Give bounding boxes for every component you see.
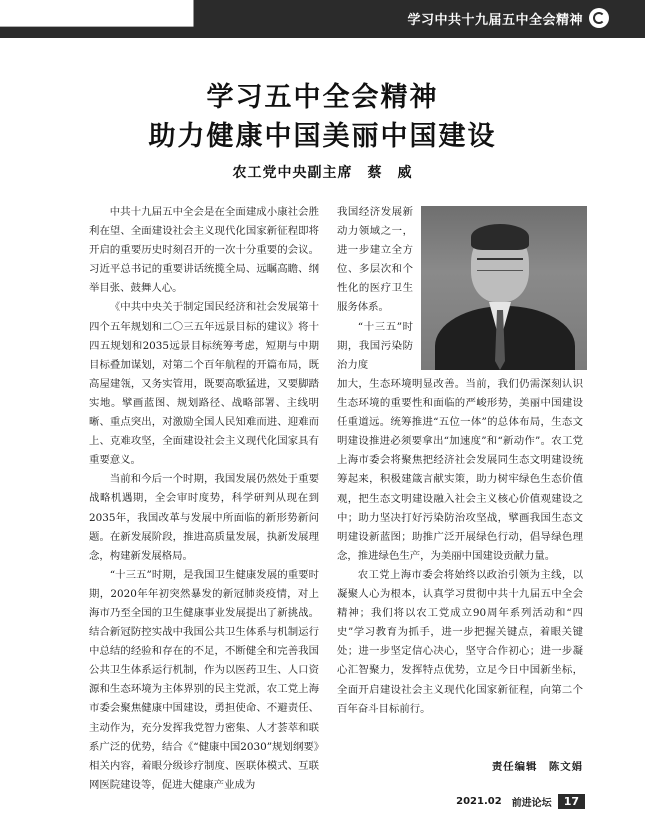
running-title: 学习中共十九届五中全会精神 — [407, 13, 583, 28]
paragraph: 中共十九届五中全会是在全面建成小康社会胜利在望、全面建设社会主义现代化国家新征程即将开启的重要历史时刻召开的一次十分重要的会议。习近平总书记的重要讲话统揽全局、远瞩高瞻、纲举目张、鼓舞人心。 — [89, 206, 319, 295]
paragraph: 农工党上海市委会将始终以政治引领为主线，以凝聚人心为根本，认真学习贯彻中共十九届五中全会精神；我们将以农工党成立90周年系列活动和“四史”学习教育为抓手，进一步把握关键点，着眼关键处；进一步坚定信心决心，坚守合作初心；进一步凝心汇智聚力，发挥特点优势，立足今日中国新坐标，全面开启建设社会主义现代化国家新征程，向第二个百年奋斗目标前行。 — [337, 568, 583, 715]
issue-number: 2021.02 — [456, 796, 502, 807]
paragraph: “十三五”时期，是我国卫生健康发展的重要时期，2020年年初突然暴发的新冠肺炎疫情，对上海市乃至全国的卫生健康事业发展提出了新挑战。结合新冠防控实战中我国公共卫生体系与机制运行中总结的经验和存在的不足，不断健全和完善我国公共卫生体系运行机制，作为以医药卫生、人口资源和生态环境为主体界别的民主党派，农工党上海市委会聚焦健康中国建设，勇担使命、不避责任、主动作为，充分发挥我党智力密集、人才荟萃和联系广泛的优势，结合《“健康中国2030”规划纲要》相关内容，着眼分级诊疗制度、医联体模式、互联网医院建设等，促进大健康产业成为 — [89, 568, 319, 791]
article-title-line1: 学习五中全会精神 — [206, 82, 439, 113]
page-footer — [456, 794, 585, 809]
paragraph: “十三五”时期，我国污染防治力度 — [337, 320, 413, 371]
paragraph: 当前和今后一个时期，我国发展仍然处于重要战略机遇期，全会审时度势，科学研判从现在到2035年，我国改革与发展中所面临的新形势新问题。在新发展阶段，推进高质量发展，执新发展理念，构建新发展格局。 — [89, 473, 319, 562]
editor-credit: 责任编辑 陈文娟 — [491, 761, 583, 773]
paragraph: 《中共中央关于制定国民经济和社会发展第十四个五年规划和二〇三五年远景目标的建议》将十四五规划和2035远景目标统筹考虑，短期与中期目标叠加谋划，对第二个百年航程的开篇布局，既高屋建瓴，又务实管用，既要高歌猛进，又要脚踏实地。擘画蓝图、规划路径、战略部署、主线明晰、重点突出，对激励全国人民知难而进、迎难而上、克难攻坚，全面建设社会主义现代化国家具有重要意义。 — [89, 301, 319, 467]
journal-name: 前进论坛 — [511, 798, 552, 809]
left-column — [89, 203, 319, 795]
article-title-line2: 助力健康中国美丽中国建设 — [148, 121, 497, 152]
journal-logo-icon — [589, 8, 609, 28]
right-column — [337, 375, 583, 719]
paragraph: 加大，生态环境明显改善。当前，我们仍需深刻认识生态环境的重要性和面临的严峻形势，美丽中国建设任重道远。统筹推进“五位一体”的总体布局，生态文明建设推进必须要拿出“加速度”和“新动作”。农工党上海市委会将聚焦把经济社会发展同生态文明建设统筹起来，积极建箴言献实策，助力树牢绿色生态价值观，把生态文明建设融入社会主义核心价值观建设之中；助力坚决打好污染防治攻坚战，擘画我国生态文明建设新蓝图；助推广泛开展绿色行动，倡导绿色理念，推进绿色生产，为美丽中国建设贡献力量。 — [337, 378, 583, 562]
page-number: 17 — [558, 794, 585, 809]
right-narrow-column — [337, 203, 413, 375]
paragraph: 我国经济发展新动力领域之一，进一步建立全方位、多层次和个性化的医疗卫生服务体系。 — [337, 206, 413, 314]
author-byline: 农工党中央副主席 蔡 威 — [232, 165, 413, 181]
author-photo — [421, 206, 587, 370]
